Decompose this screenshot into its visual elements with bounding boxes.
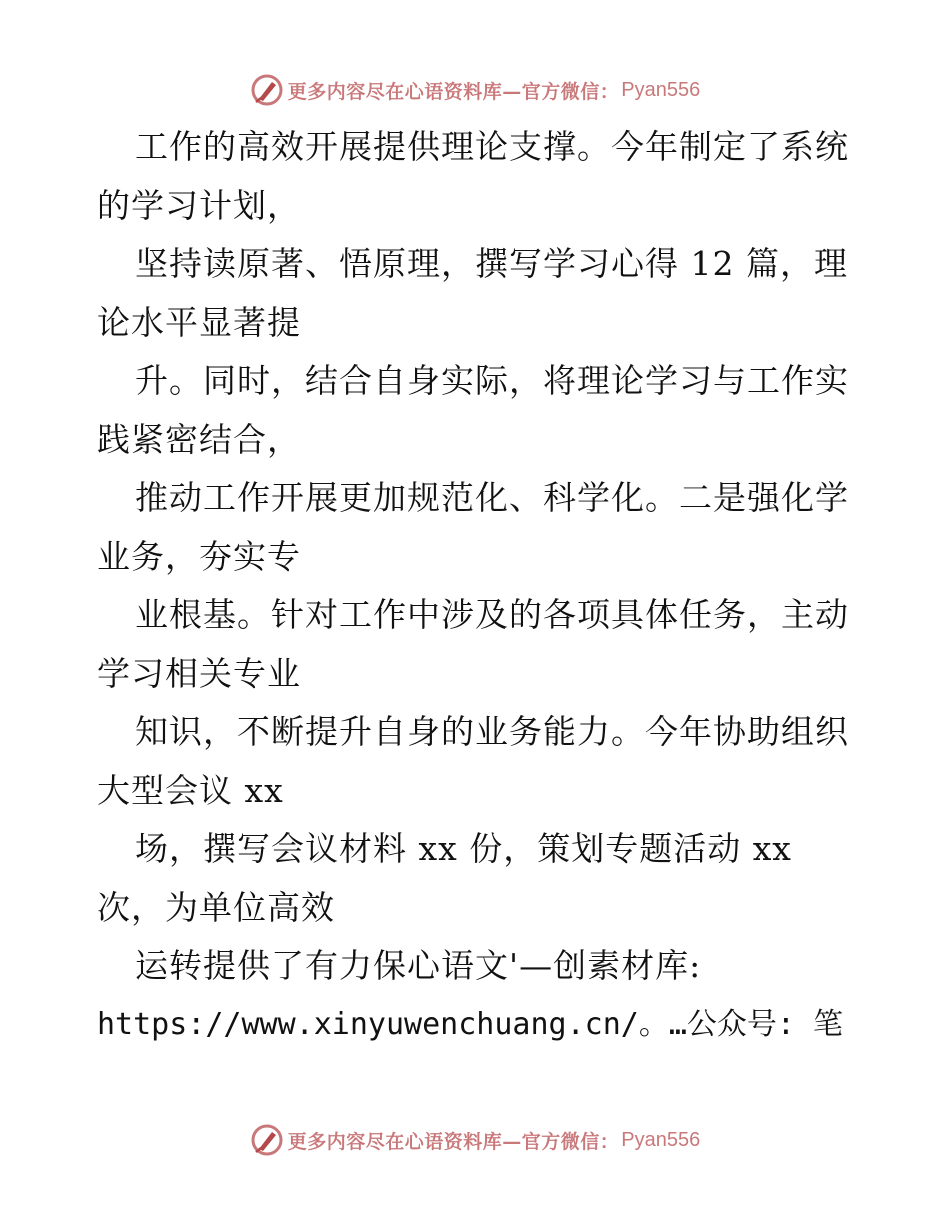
body-line: 践紧密结合， (97, 419, 301, 459)
header-banner-handle: Pyan556 (621, 78, 701, 101)
header-banner-text: 更多内容尽在心语资料库—官方微信： (287, 80, 620, 103)
body-line: 次，为单位高效 (97, 887, 335, 927)
body-line: 的学习计划， (97, 185, 301, 225)
body-line: 工作的高效开展提供理论支撑。今年制定了系统 (135, 127, 849, 166)
body-line: 升。同时，结合自身实际，将理论学习与工作实 (135, 361, 849, 400)
footer-banner-text: 更多内容尽在心语资料库—官方微信： (287, 1130, 620, 1153)
footer-banner-handle: Pyan556 (621, 1128, 701, 1151)
body-line: 学习相关专业 (97, 653, 301, 693)
body-line-url: https://www.xinyuwenchuang.cn/。…公众号: 笔 (97, 1006, 844, 1042)
body-line: 业根基。针对工作中涉及的各项具体任务，主动 (135, 595, 849, 634)
body-line: 论水平显著提 (97, 302, 301, 342)
quill-pen-logo-icon (250, 1123, 284, 1157)
body-line: 业务，夯实专 (97, 536, 301, 576)
document-body (97, 118, 857, 1054)
body-line: 知识，不断提升自身的业务能力。今年协助组织 (135, 712, 849, 751)
header-watermark-banner (0, 70, 950, 110)
body-line: 大型会议 xx (97, 770, 284, 810)
footer-watermark-banner (0, 1120, 950, 1160)
quill-pen-logo-icon (250, 73, 284, 107)
body-line: 运转提供了有力保心语文'—创素材库: (135, 946, 702, 985)
body-line: 推动工作开展更加规范化、科学化。二是强化学 (135, 478, 849, 517)
body-line: 场，撰写会议材料 xx 份，策划专题活动 xx (135, 829, 792, 868)
body-line: 坚持读原著、悟原理，撰写学习心得 12 篇，理 (135, 244, 848, 283)
